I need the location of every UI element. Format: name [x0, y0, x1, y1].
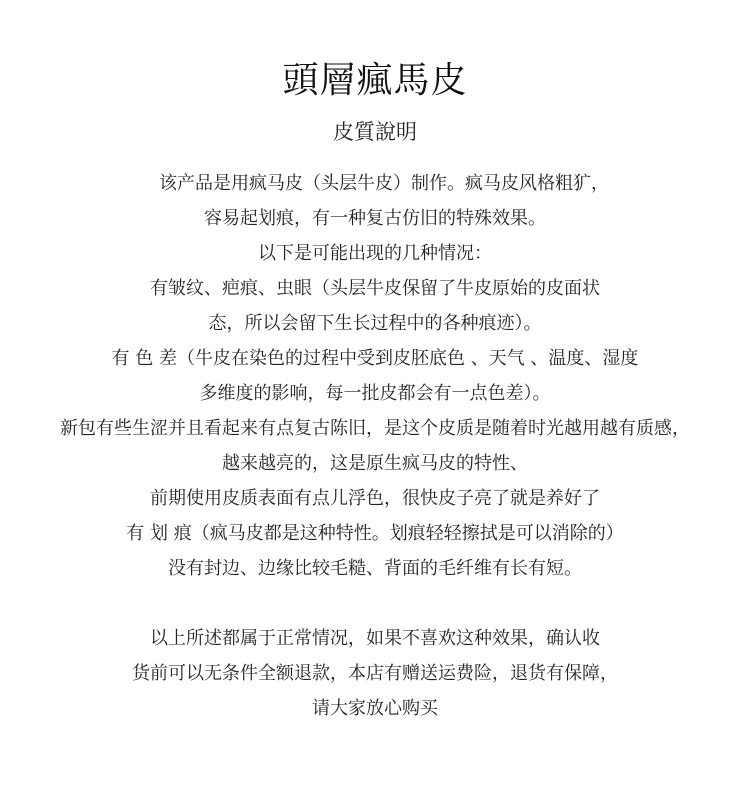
description-line: 以下是可能出现的几种情况：: [258, 243, 492, 264]
paragraph-spacer: [0, 586, 750, 621]
description-line: 有 色 差（牛皮在染色的过程中受到皮胚底色 、天气 、温度、湿度: [111, 348, 639, 369]
description-line: 容易起划痕，有一种复古仿旧的特殊效果。: [204, 208, 546, 229]
description-line: 多维度的影响，每一批皮都会有一点色差）。: [199, 383, 551, 404]
page-title: 頭層瘋馬皮: [282, 60, 468, 101]
description-line: 态，所以会留下生长过程中的各种痕迹）。: [208, 313, 542, 334]
description-line: 有 划 痕（疯马皮都是这种特性。划痕轻轻擦拭是可以消除的）: [126, 523, 624, 544]
closing-line: 请大家放心购买: [312, 698, 438, 719]
closing-line: 货前可以无条件全额退款，本店有赠送运费险，退货有保障，: [132, 663, 618, 684]
description-line: 有皱纹、疤痕、虫眼（头层牛皮保留了牛皮原始的皮面状: [150, 278, 600, 299]
description-body: [0, 166, 750, 726]
closing-line: 以上所述都属于正常情况，如果不喜欢这种效果，确认收: [150, 628, 600, 649]
description-line: 没有封边、边缘比较毛糙、背面的毛纤维有长有短。: [168, 558, 582, 579]
description-line: 越来越亮的，这是原生疯马皮的特性、: [222, 453, 528, 474]
page-subtitle: 皮質說明: [333, 120, 417, 144]
description-line: 前期使用皮质表面有点儿浮色，很快皮子亮了就是养好了: [150, 488, 600, 509]
description-line: 新包有些生涩并且看起来有点复古陈旧，是这个皮质是随着时光越用越有质感，: [60, 418, 690, 439]
description-line: 该产品是用疯马皮（头层牛皮）制作。疯马皮风格粗犷，: [159, 173, 609, 194]
